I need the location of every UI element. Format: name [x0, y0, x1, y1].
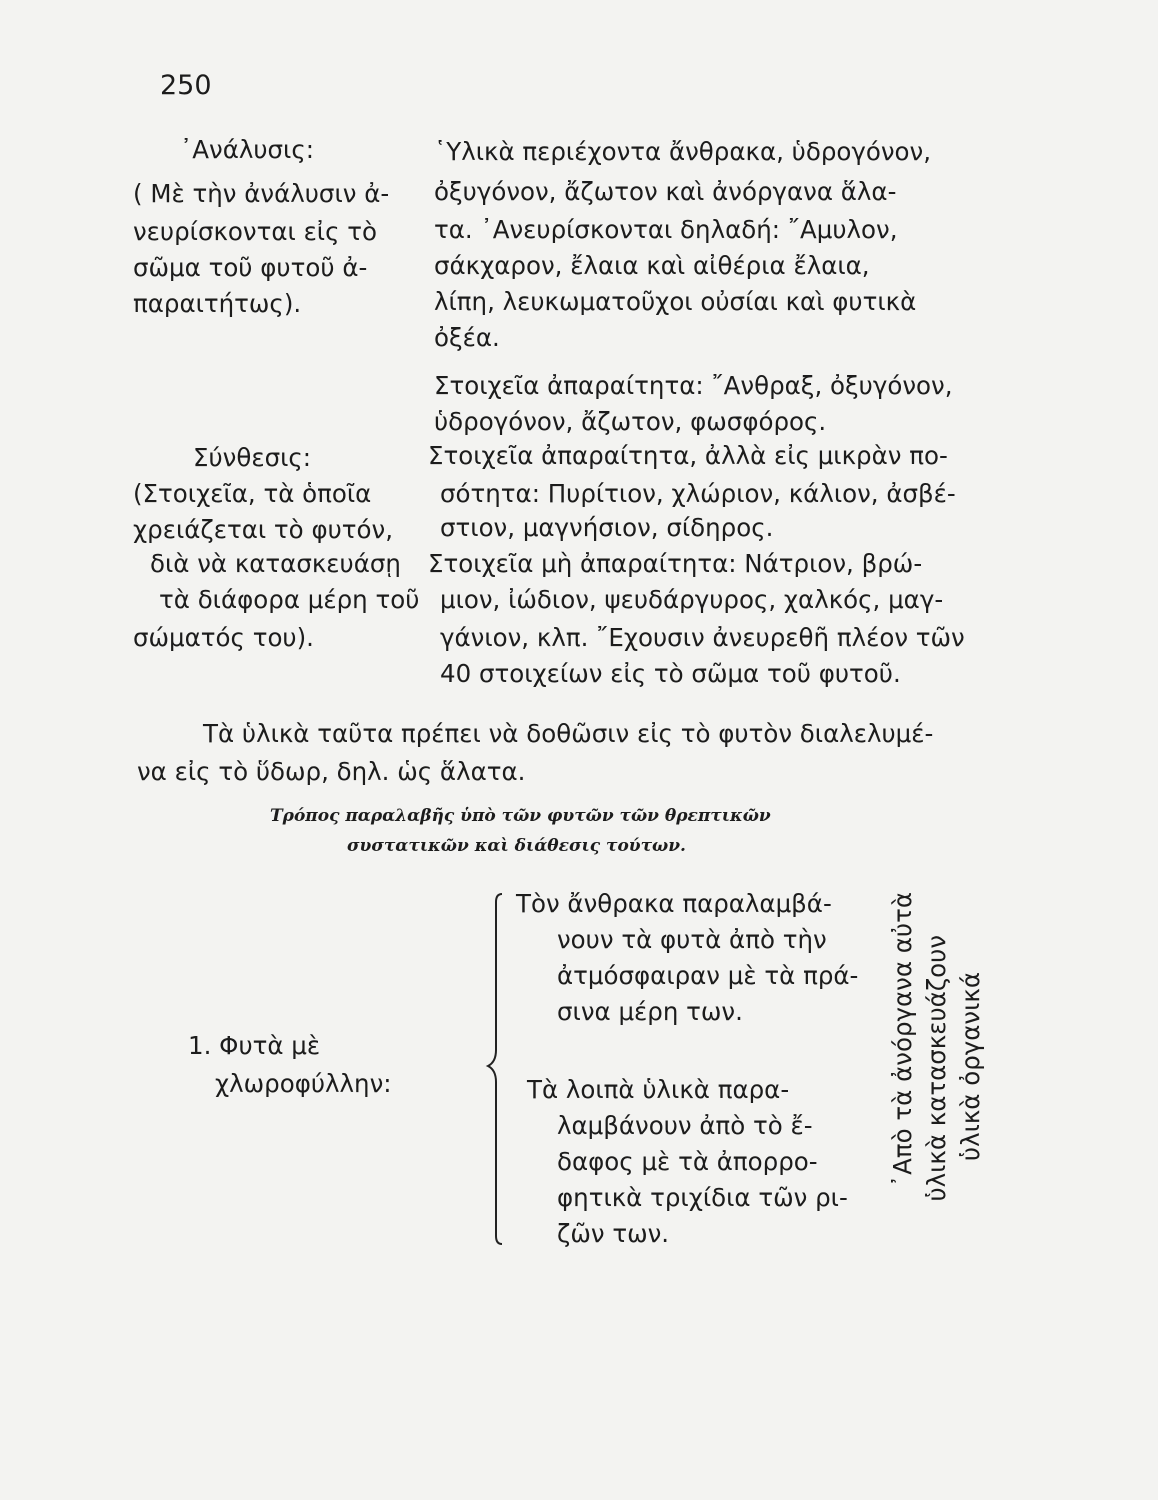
- section-heading-line: συστατικῶν καὶ διάθεσις τούτων.: [347, 836, 686, 856]
- brace-bottom-line: δαφος μὲ τὰ ἀπορρο-: [557, 1147, 818, 1176]
- section-heading-line: Τρόπος παραλαβῆς ὑπὸ τῶν φυτῶν τῶν θρεπτικῶν: [270, 806, 771, 826]
- paragraph-line: να εἰς τὸ ὕδωρ, δηλ. ὡς ἅλατα.: [137, 757, 526, 786]
- brace-top-line: Τὸν ἄνθρακα παραλαμβά-: [516, 889, 832, 918]
- paragraph-line: Τὰ ὑλικὰ ταῦτα πρέπει νὰ δοθῶσιν εἰς τὸ φυτὸν διαλελυμέ-: [203, 719, 934, 748]
- analysis-body-line: σάκχαρον, ἔλαια καὶ αἰθέρια ἔλαια,: [434, 251, 870, 280]
- synthesis-body-line: στιον, μαγνήσιον, σίδηρος.: [440, 513, 774, 542]
- synthesis-body-line: γάνιον, κλπ. ῎Εχουσιν ἀνευρεθῆ πλέον τῶν: [440, 623, 965, 652]
- plants-label-line: χλωροφύλλην:: [215, 1069, 392, 1098]
- synthesis-label-line: Σύνθεσις:: [193, 443, 312, 472]
- brace-bottom-line: φητικὰ τριχίδια τῶν ρι-: [557, 1183, 848, 1212]
- vertical-note-line: ᾿Απὸ τὰ ἀνόργανα αὐτὰ: [888, 892, 917, 1188]
- synthesis-body-line: ὑδρογόνον, ἄζωτον, φωσφόρος.: [434, 407, 827, 436]
- analysis-body-line: ὀξυγόνον, ἄζωτον καὶ ἀνόργανα ἅλα-: [434, 177, 897, 206]
- analysis-label-line: ( Μὲ τὴν ἀνάλυσιν ἀ-: [133, 179, 390, 208]
- synthesis-label-line: σώματός του).: [133, 623, 314, 652]
- vertical-note-line: ὑλικὰ ὀργανικά: [956, 972, 985, 1162]
- vertical-note-line: ὑλικὰ κατασκευάζουν: [922, 935, 951, 1202]
- analysis-label-line: ᾿Ανάλυσις:: [180, 135, 314, 164]
- brace-bottom-line: Τὰ λοιπὰ ὑλικὰ παρα-: [527, 1075, 790, 1104]
- synthesis-body-line: μιον, ἰώδιον, ψευδάργυρος, χαλκός, μαγ-: [440, 585, 944, 614]
- analysis-label-line: νευρίσκονται εἰς τὸ: [133, 217, 378, 246]
- synthesis-body-line: 40 στοιχείων εἰς τὸ σῶμα τοῦ φυτοῦ.: [440, 659, 901, 688]
- brace-top-line: ἀτμόσφαιραν μὲ τὰ πρά-: [557, 961, 859, 990]
- analysis-body-line: ὀξέα.: [434, 323, 500, 352]
- brace-bottom-line: λαμβάνουν ἀπὸ τὸ ἔ-: [557, 1111, 813, 1140]
- analysis-body-line: τα. ᾿Ανευρίσκονται δηλαδή: ῎Αμυλον,: [434, 215, 898, 244]
- synthesis-label-line: τὰ διάφορα μέρη τοῦ: [159, 585, 420, 614]
- synthesis-body-line: Στοιχεῖα ἀπαραίτητα: ῎Ανθραξ, ὀξυγόνον,: [434, 371, 953, 400]
- curly-brace-icon: [482, 890, 506, 1250]
- synthesis-label-line: χρειάζεται τὸ φυτόν,: [133, 515, 394, 544]
- brace-top-line: νουν τὰ φυτὰ ἀπὸ τὴν: [557, 925, 827, 954]
- analysis-body-line: ῾Υλικὰ περιέχοντα ἄνθρακα, ὑδρογόνον,: [434, 137, 932, 166]
- synthesis-body-line: Στοιχεῖα μὴ ἀπαραίτητα: Νάτριον, βρώ-: [428, 549, 923, 578]
- synthesis-label-line: διὰ νὰ κατασκευάσῃ: [150, 549, 401, 578]
- plants-label-line: 1. Φυτὰ μὲ: [188, 1031, 321, 1060]
- brace-bottom-line: ζῶν των.: [557, 1219, 670, 1248]
- analysis-label-line: σῶμα τοῦ φυτοῦ ἀ-: [133, 253, 368, 282]
- analysis-label-line: παραιτήτως).: [133, 289, 302, 318]
- brace-top-line: σινα μέρη των.: [557, 997, 743, 1026]
- synthesis-label-line: (Στοιχεῖα, τὰ ὁποῖα: [133, 479, 372, 508]
- page-number: 250: [160, 70, 212, 101]
- synthesis-body-line: Στοιχεῖα ἀπαραίτητα, ἀλλὰ εἰς μικρὰν πο-: [428, 441, 948, 470]
- synthesis-body-line: σότητα: Πυρίτιον, χλώριον, κάλιον, ἀσβέ-: [440, 479, 956, 508]
- analysis-body-line: λίπη, λευκωματοῦχοι οὐσίαι καὶ φυτικὰ: [434, 287, 917, 316]
